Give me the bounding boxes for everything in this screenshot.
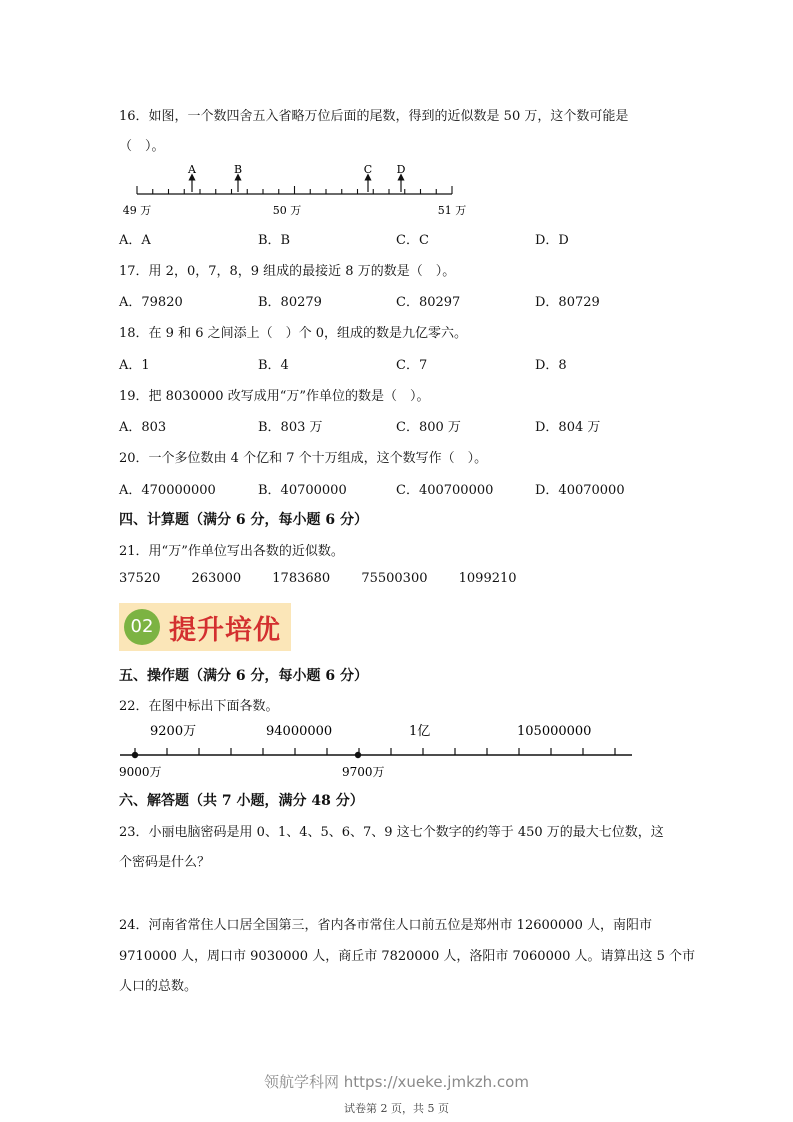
q22-label-top: 105000000 — [517, 724, 592, 739]
q16-ticks — [137, 186, 452, 194]
q17-option-c[interactable]: C．80297 — [396, 295, 461, 310]
q22-start-dot — [132, 752, 138, 758]
q18-option-c[interactable]: C．7 — [396, 358, 428, 373]
q21-numbers — [119, 571, 544, 586]
q22-label-top: 94000000 — [266, 724, 333, 739]
q22-ticks — [135, 748, 615, 755]
q22-label-top: 1亿 — [409, 724, 431, 739]
q18-option-a[interactable]: A．1 — [119, 358, 150, 373]
q18-text: 18．在 9 和 6 之间添上（ ）个 0，组成的数是九亿零六。 — [119, 326, 468, 341]
q19-option-b[interactable]: B．803 万 — [258, 420, 323, 435]
watermark: 领航学科网 https://xueke.jmkzh.com — [264, 1073, 529, 1091]
q16-point-a: A — [188, 163, 196, 176]
q16-option-a[interactable]: A．A — [119, 233, 151, 248]
q24-text-cont-2: 人口的总数。 — [119, 979, 198, 994]
q22-label-top: 9200万 — [150, 724, 197, 739]
page-number: 试卷第 2 页，共 5 页 — [344, 1102, 449, 1115]
q19-option-a[interactable]: A．803 — [119, 420, 167, 435]
q24-text: 24．河南省常住人口居全国第三，省内各市常住人口前五位是郑州市 12600000 人，南阳市 — [119, 918, 652, 933]
section-4-heading: 四、计算题（满分 6 分，每小题 6 分） — [119, 512, 368, 528]
q20-option-b[interactable]: B．40700000 — [258, 483, 347, 498]
q21-number: 75500300 — [361, 571, 428, 586]
q16-option-c[interactable]: C．C — [396, 233, 429, 248]
banner-title: 提升培优 — [169, 615, 281, 646]
q19-option-c[interactable]: C．800 万 — [396, 420, 461, 435]
q16-point-c: C — [363, 163, 373, 176]
q16-point-b: B — [233, 163, 243, 176]
q16-label-right: 51 万 — [437, 204, 467, 217]
q18-option-b[interactable]: B．4 — [258, 358, 289, 373]
q16-option-d[interactable]: D．D — [535, 233, 569, 248]
q20-option-a[interactable]: A．470000000 — [119, 483, 216, 498]
q24-text-cont: 9710000 人，周口市 9030000 人，商丘市 7820000 人，洛阳市 7060000 人。请算出这 5 个市 — [119, 949, 696, 964]
q17-option-d[interactable]: D．80729 — [535, 295, 600, 310]
q16-point-d: D — [396, 163, 406, 176]
q16-text-cont: （ ）。 — [119, 139, 165, 154]
q23-text: 23．小丽电脑密码是用 0、1、4、5、6、7、9 这七个数字的约等于 450 万的最大七位数，这 — [119, 825, 664, 840]
q20-option-c[interactable]: C．400700000 — [396, 483, 494, 498]
q22-text: 22．在图中标出下面各数。 — [119, 699, 279, 714]
q16-label-mid: 50 万 — [272, 204, 302, 217]
section-banner — [119, 603, 291, 651]
q20-text: 20．一个多位数由 4 个亿和 7 个十万组成，这个数写作（ ）。 — [119, 451, 488, 466]
q21-number: 37520 — [119, 571, 161, 586]
q18-option-d[interactable]: D．8 — [535, 358, 567, 373]
q21-text: 21．用“万”作单位写出各数的近似数。 — [119, 544, 344, 559]
q16-text: 16．如图，一个数四舍五入省略万位后面的尾数，得到的近似数是 50 万，这个数可能是 — [119, 109, 629, 124]
banner-number-badge: 02 — [124, 609, 160, 645]
q16-label-left: 49 万 — [122, 204, 152, 217]
q19-text: 19．把 8030000 改写成用“万”作单位的数是（ ）。 — [119, 389, 430, 404]
q22-label-mark: 9700万 — [342, 765, 385, 779]
q21-number: 263000 — [191, 571, 242, 586]
q21-number: 1783680 — [272, 571, 331, 586]
q21-number: 1099210 — [458, 571, 517, 586]
q17-option-a[interactable]: A．79820 — [119, 295, 183, 310]
q22-mark-dot — [355, 752, 361, 758]
section-6-heading: 六、解答题（共 7 小题，满分 48 分） — [119, 793, 364, 809]
q16-option-b[interactable]: B．B — [258, 233, 291, 248]
section-5-heading: 五、操作题（满分 6 分，每小题 6 分） — [119, 668, 368, 684]
q17-option-b[interactable]: B．80279 — [258, 295, 322, 310]
q16-number-line — [0, 0, 793, 230]
q17-text: 17．用 2，0，7，8，9 组成的最接近 8 万的数是（ ）。 — [119, 264, 456, 279]
q23-text-cont: 个密码是什么？ — [119, 855, 211, 870]
q19-option-d[interactable]: D．804 万 — [535, 420, 601, 435]
q20-option-d[interactable]: D．40070000 — [535, 483, 625, 498]
q22-label-start: 9000万 — [119, 765, 162, 779]
